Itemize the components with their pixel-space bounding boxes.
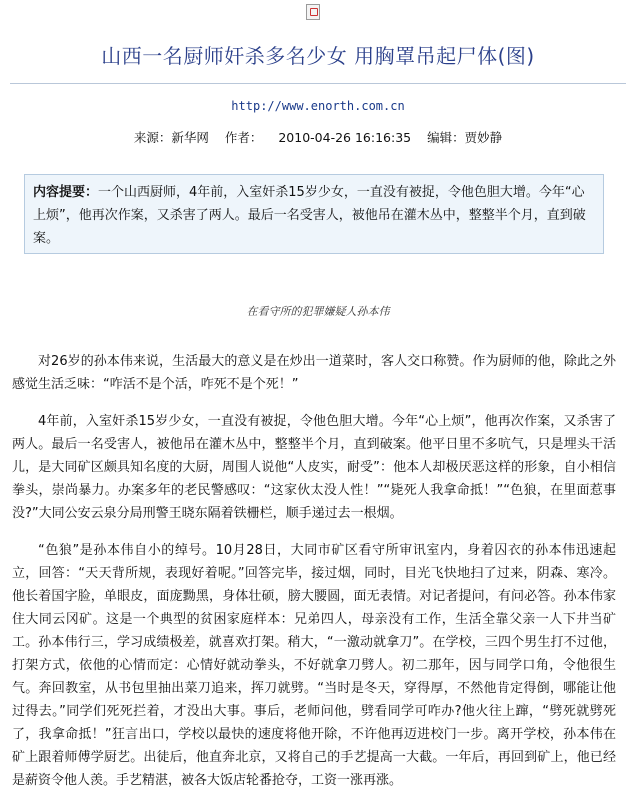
source-url-link[interactable]: http://www.enorth.com.cn — [231, 99, 405, 113]
broken-image-icon — [306, 4, 320, 20]
summary-text: 一个山西厨师，4年前，入室奸杀15岁少女，一直没有被捉，令他色胆大增。今年“心上烦”，他再次作案，又杀害了两人。最后一名受害人，被他吊在灌木丛中，整整半个月，直到破案。 — [33, 185, 586, 246]
title-divider — [10, 83, 626, 84]
meta-author: 作者： — [224, 130, 263, 145]
meta-datetime: 2010-04-26 16:16:35 — [278, 130, 412, 145]
article-title: 山西一名厨师奸杀多名少女 用胸罩吊起尸体(图) — [101, 44, 535, 68]
paragraph-3: “色狼”是孙本伟自小的绰号。10月28日，大同市矿区看守所审讯室内，身着囚衣的孙本伟迅速起立，回答：“天天背所规，表现好着呢。”回答完毕，接过烟，同时，目光飞快地扫了过来，阴森、寒冷。他长着国字脸，单眼皮，面庞黝黑，身体壮硕，膀大腰圆，面无表情。对记者提问，有问必答。孙本伟家住大同云冈矿。这是一个典型的贫困家庭样本：兄弟四人，母亲没有工作，生活全靠父亲一人下井当矿工。孙本伟行三，学习成绩极差，就喜欢打架。稍大，“一激动就拿刀”。在学校，三四个男生打不过他，打架方式，依他的心情而定：心情好就动拳头，不好就拿刀劈人。初二那年，因与同学口角，令他很生气。奔回教室，从书包里抽出菜刀追来，挥刀就劈。“当时是冬天，穿得厚，不然他肯定得倒，哪能让他过得去。”同学们死死拦着，才没出大事。事后，老师问他，劈看同学可咋办?他火往上蹿，“劈死就劈死了，我拿命抵！”狂言出口，学校以最快的速度将他开除，不许他再迈进校门一步。离开学校，孙本伟在矿上跟着师傅学厨艺。出徒后，他直奔北京，又将自己的手艺提高一大截。一年后，再回到矿上，他已经是薪资令他人羡。手艺精湛，被各大饭店轮番抢夺，工资一涨再涨。 — [12, 543, 616, 788]
article-meta — [0, 128, 636, 146]
summary-box — [24, 174, 604, 254]
meta-source: 来源：新华网 — [133, 130, 209, 145]
meta-editor: 编辑：贾妙静 — [427, 130, 503, 145]
paragraph-1: 对26岁的孙本伟来说，生活最大的意义是在炒出一道菜时，客人交口称赞。作为厨师的他，除此之外感觉生活乏味：“咋活不是个活，咋死不是个死！” — [12, 354, 616, 392]
paragraph-2: 4年前，入室奸杀15岁少女，一直没有被捉，令他色胆大增。今年“心上烦”，他再次作案，又杀害了两人。最后一名受害人，被他吊在灌木丛中，整整半个月，直到破案。他平日里不多吭气，只是埋头干活儿，是大同矿区颇具知名度的大厨，周围人说他“人皮实，耐受”：他本人却极厌恶这样的形象，自小相信拳头，崇尚暴力。办案多年的老民警感叹：“这家伙太没人性！”“毙死人我拿命抵！”“色狼，在里面惹事没?”大同公安云泉分局刑警王晓东隔着铁栅栏，顺手递过去一根烟。 — [12, 414, 616, 521]
image-caption: 在看守所的犯罪嫌疑人孙本伟 — [246, 305, 390, 318]
article-body — [12, 350, 616, 806]
summary-label: 内容提要： — [33, 185, 99, 200]
